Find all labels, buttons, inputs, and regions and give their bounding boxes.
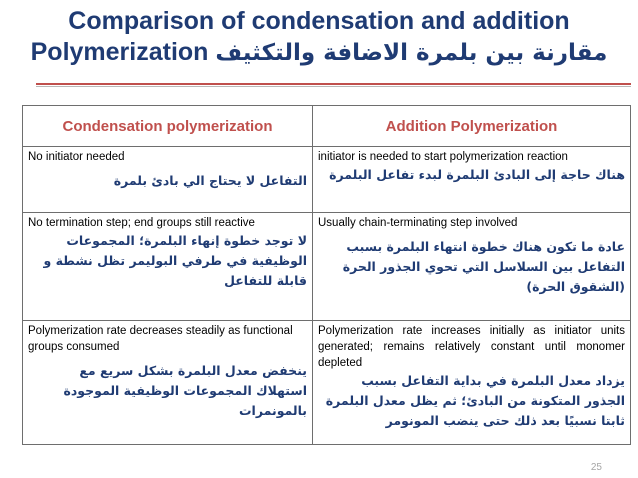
title-english: Polymerization (30, 38, 209, 66)
table-row (23, 213, 631, 321)
title-line-2 (0, 37, 638, 68)
table-cell (313, 213, 631, 321)
title-underline-red (36, 83, 631, 85)
cell-english-text: Polymerization rate decreases steadily as functional groups consumed (28, 325, 293, 353)
title-arabic: مقارنة بين بلمرة الاضافة والتكثيف (215, 40, 608, 66)
header-addition: Addition Polymerization (313, 106, 631, 147)
comparison-table (22, 105, 631, 445)
cell-arabic-text: لا توجد خطوة إنهاء البلمرة؛ المجموعات الوظيفية في طرفي البوليمر تظل نشطة و قابلة للتفاعل (43, 233, 307, 288)
page-number: 25 (590, 462, 602, 473)
table-header-row (23, 106, 631, 147)
table-cell (313, 321, 631, 445)
cell-arabic-text: هناك حاجة إلى البادئ البلمرة لبدء تفاعل البلمرة (329, 167, 625, 182)
slide-title (0, 6, 638, 68)
table-row (23, 321, 631, 445)
cell-english-text: No initiator needed (28, 151, 125, 163)
cell-arabic-text: ينخفض معدل البلمرة بشكل سريع مع استهلاك المجموعات الوظيفية الموجودة بالمونمرات (63, 363, 307, 418)
table-cell (23, 321, 313, 445)
title-line-1: Comparison of condensation and addition (68, 7, 570, 35)
table-cell (313, 147, 631, 213)
cell-english-text: Usually chain-terminating step involved (318, 217, 518, 229)
cell-arabic-text: التفاعل لا يحتاج الي بادئ بلمرة (113, 173, 307, 188)
title-underline-gray (36, 86, 631, 87)
cell-english-text: initiator is needed to start polymerization reaction (318, 151, 568, 163)
header-condensation: Condensation polymerization (23, 106, 313, 147)
cell-arabic-text: يزداد معدل البلمرة في بداية التفاعل بسبب الجذور المتكونة من البادئ؛ ثم يظل معدل البلمرة ثابتا نسبيًا بعد ذلك حتى ينضب المونومر (325, 373, 625, 428)
cell-arabic-text: عادة ما تكون هناك خطوة انتهاء البلمرة بسبب التفاعل بين السلاسل التي تحوي الجذور الحرة (الشقوق الحرة) (342, 239, 625, 294)
cell-english-text: Polymerization rate increases initially as initiator units generated; remains relatively constant until monomer depleted (318, 325, 625, 369)
table-cell (23, 213, 313, 321)
table-cell (23, 147, 313, 213)
cell-english-text: No termination step; end groups still reactive (28, 217, 255, 229)
table-row (23, 147, 631, 213)
